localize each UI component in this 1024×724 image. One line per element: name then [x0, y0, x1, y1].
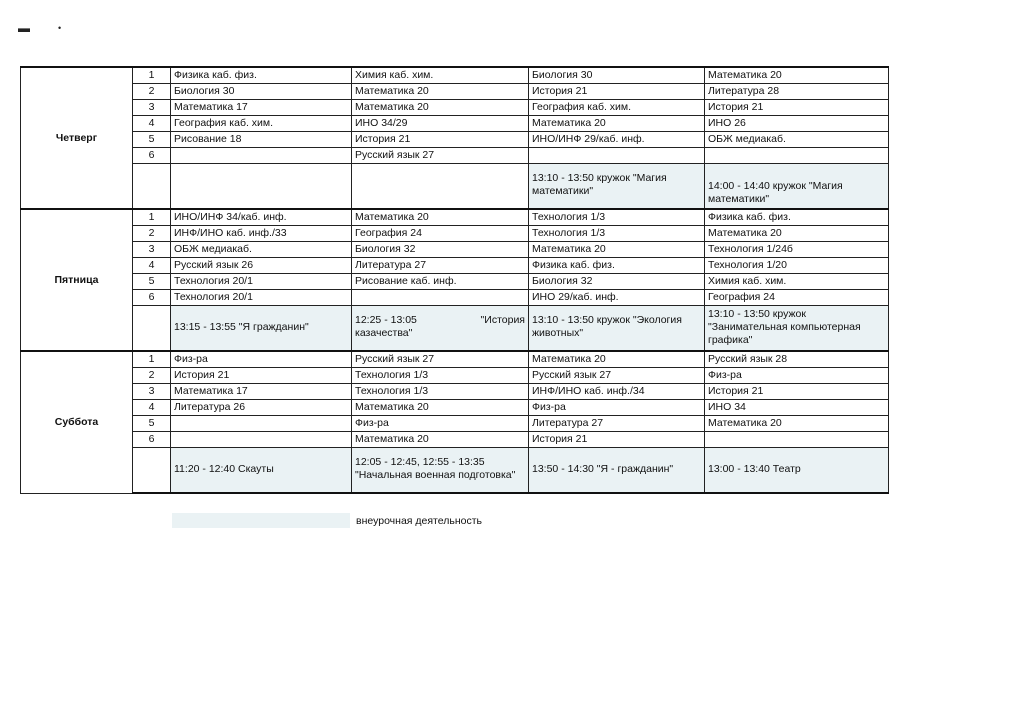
lesson-cell: История 21 — [705, 384, 889, 400]
lesson-cell: Физ-ра — [352, 416, 529, 432]
table-row — [21, 400, 889, 416]
lesson-cell — [529, 148, 705, 164]
extracurricular-row — [21, 306, 889, 352]
lesson-cell: Математика 20 — [705, 226, 889, 242]
table-row — [21, 351, 889, 368]
lesson-cell: Математика 20 — [352, 432, 529, 448]
lesson-cell: Русский язык 28 — [705, 351, 889, 368]
lesson-cell: История 21 — [171, 368, 352, 384]
lesson-number: 2 — [133, 368, 171, 384]
scan-dash-mark: ▬ — [18, 21, 30, 35]
extracurricular-row — [21, 448, 889, 494]
extracurricular-cell: 13:10 - 13:50 кружок "Магия математики" — [529, 164, 705, 210]
lesson-cell: Химия каб. хим. — [352, 67, 529, 84]
lesson-cell: Математика 20 — [352, 400, 529, 416]
lesson-cell: ИНО/ИНФ 34/каб. инф. — [171, 209, 352, 226]
table-row — [21, 258, 889, 274]
extracurricular-cell — [352, 306, 529, 352]
lesson-cell: Математика 17 — [171, 100, 352, 116]
lesson-cell: Литература 26 — [171, 400, 352, 416]
lesson-cell: Биология 30 — [171, 84, 352, 100]
lesson-number: 3 — [133, 384, 171, 400]
lesson-cell: Технология 1/3 — [529, 209, 705, 226]
lesson-cell: История 21 — [352, 132, 529, 148]
extracurricular-row — [21, 164, 889, 210]
lesson-cell: Физика каб. физ. — [705, 209, 889, 226]
lesson-cell: Математика 20 — [529, 351, 705, 368]
table-row — [21, 132, 889, 148]
day-name: Суббота — [21, 351, 133, 493]
lesson-cell: Математика 20 — [529, 242, 705, 258]
lesson-cell: ИНФ/ИНО каб. инф./33 — [171, 226, 352, 242]
lesson-number: 3 — [133, 242, 171, 258]
table-row — [21, 384, 889, 400]
lesson-cell: История 21 — [529, 84, 705, 100]
lesson-number: 4 — [133, 258, 171, 274]
lesson-cell — [171, 148, 352, 164]
lesson-number: 2 — [133, 84, 171, 100]
lesson-cell — [705, 432, 889, 448]
lesson-cell: Литература 27 — [529, 416, 705, 432]
lesson-cell — [171, 432, 352, 448]
lesson-cell: ОБЖ медиакаб. — [705, 132, 889, 148]
day-name: Четверг — [21, 67, 133, 209]
lesson-number: 1 — [133, 351, 171, 368]
table-row — [21, 368, 889, 384]
lesson-cell: Математика 20 — [352, 84, 529, 100]
table-row — [21, 226, 889, 242]
lesson-cell: Русский язык 27 — [352, 351, 529, 368]
lesson-cell: Физика каб. физ. — [171, 67, 352, 84]
lesson-number: 1 — [133, 209, 171, 226]
lesson-cell: Русский язык 26 — [171, 258, 352, 274]
lesson-cell: Биология 30 — [529, 67, 705, 84]
lesson-cell: ОБЖ медиакаб. — [171, 242, 352, 258]
lesson-cell: География 24 — [352, 226, 529, 242]
legend-label: внеурочная деятельность — [356, 514, 482, 527]
lesson-cell: ИНО 34/29 — [352, 116, 529, 132]
lesson-cell: Литература 28 — [705, 84, 889, 100]
extracurricular-cell: 13:10 - 13:50 кружок "Экология животных" — [529, 306, 705, 352]
lesson-cell: ИНО 34 — [705, 400, 889, 416]
lesson-number: 5 — [133, 132, 171, 148]
lesson-cell: Технология 1/20 — [705, 258, 889, 274]
day-name: Пятница — [21, 209, 133, 351]
lesson-cell — [352, 290, 529, 306]
lesson-number-empty — [133, 164, 171, 210]
extracurricular-title-end: казачества" — [355, 327, 413, 339]
lesson-cell: Математика 17 — [171, 384, 352, 400]
lesson-cell: История 21 — [529, 432, 705, 448]
lesson-cell: Технология 20/1 — [171, 274, 352, 290]
lesson-number: 6 — [133, 432, 171, 448]
extracurricular-cell: 11:20 - 12:40 Скауты — [171, 448, 352, 494]
lesson-cell: Физ-ра — [171, 351, 352, 368]
scan-dot-mark: • — [58, 23, 62, 33]
lesson-cell: География 24 — [705, 290, 889, 306]
lesson-number-empty — [133, 448, 171, 494]
lesson-number: 3 — [133, 100, 171, 116]
lesson-cell: ИНФ/ИНО каб. инф./34 — [529, 384, 705, 400]
lesson-cell: ИНО 26 — [705, 116, 889, 132]
table-row — [21, 274, 889, 290]
lesson-number: 5 — [133, 274, 171, 290]
table-row — [21, 116, 889, 132]
lesson-cell: Русский язык 27 — [529, 368, 705, 384]
extracurricular-cell: 14:00 - 14:40 кружок "Магия математики" — [705, 164, 889, 210]
lesson-cell: Биология 32 — [529, 274, 705, 290]
table-row — [21, 100, 889, 116]
lesson-cell: Рисование 18 — [171, 132, 352, 148]
lesson-cell: ИНО 29/каб. инф. — [529, 290, 705, 306]
lesson-cell: Русский язык 27 — [352, 148, 529, 164]
legend-swatch — [172, 513, 350, 528]
lesson-cell — [171, 416, 352, 432]
lesson-cell: Математика 20 — [352, 209, 529, 226]
table-row — [21, 242, 889, 258]
lesson-cell: Технология 1/3 — [352, 368, 529, 384]
lesson-cell: Технология 1/3 — [529, 226, 705, 242]
table-row — [21, 416, 889, 432]
lesson-cell: Физ-ра — [529, 400, 705, 416]
lesson-cell: Физика каб. физ. — [529, 258, 705, 274]
lesson-cell: Литература 27 — [352, 258, 529, 274]
lesson-cell: Математика 20 — [705, 416, 889, 432]
lesson-number-empty — [133, 306, 171, 352]
lesson-number: 4 — [133, 116, 171, 132]
table-row — [21, 84, 889, 100]
legend — [172, 513, 482, 528]
extracurricular-cell — [171, 164, 352, 210]
extracurricular-cell: 13:10 - 13:50 кружок "Занимательная компьютерная графика" — [705, 306, 889, 352]
extracurricular-title-start: "История — [480, 314, 525, 326]
lesson-number: 1 — [133, 67, 171, 84]
lesson-cell: Математика 20 — [705, 67, 889, 84]
lesson-cell: География каб. хим. — [171, 116, 352, 132]
lesson-cell: История 21 — [705, 100, 889, 116]
lesson-number: 2 — [133, 226, 171, 242]
lesson-cell: ИНО/ИНФ 29/каб. инф. — [529, 132, 705, 148]
extracurricular-cell: 13:15 - 13:55 "Я гражданин" — [171, 306, 352, 352]
lesson-cell: Технология 1/3 — [352, 384, 529, 400]
schedule-table — [20, 66, 889, 494]
lesson-cell: Биология 32 — [352, 242, 529, 258]
lesson-cell: Математика 20 — [352, 100, 529, 116]
extracurricular-cell: 13:00 - 13:40 Театр — [705, 448, 889, 494]
lesson-number: 6 — [133, 290, 171, 306]
lesson-cell: Технология 1/24б — [705, 242, 889, 258]
lesson-cell: Химия каб. хим. — [705, 274, 889, 290]
lesson-number: 4 — [133, 400, 171, 416]
extracurricular-cell: 12:05 - 12:45, 12:55 - 13:35 "Начальная военная подготовка" — [352, 448, 529, 494]
lesson-cell: Физ-ра — [705, 368, 889, 384]
lesson-cell — [705, 148, 889, 164]
lesson-cell: Технология 20/1 — [171, 290, 352, 306]
table-row — [21, 148, 889, 164]
table-row — [21, 290, 889, 306]
table-row — [21, 67, 889, 84]
extracurricular-cell — [352, 164, 529, 210]
lesson-number: 5 — [133, 416, 171, 432]
lesson-cell: Рисование каб. инф. — [352, 274, 529, 290]
lesson-cell: Математика 20 — [529, 116, 705, 132]
lesson-number: 6 — [133, 148, 171, 164]
extracurricular-time: 12:25 - 13:05 — [355, 314, 417, 326]
table-row — [21, 432, 889, 448]
lesson-cell: География каб. хим. — [529, 100, 705, 116]
extracurricular-cell: 13:50 - 14:30 "Я - гражданин" — [529, 448, 705, 494]
table-row — [21, 209, 889, 226]
